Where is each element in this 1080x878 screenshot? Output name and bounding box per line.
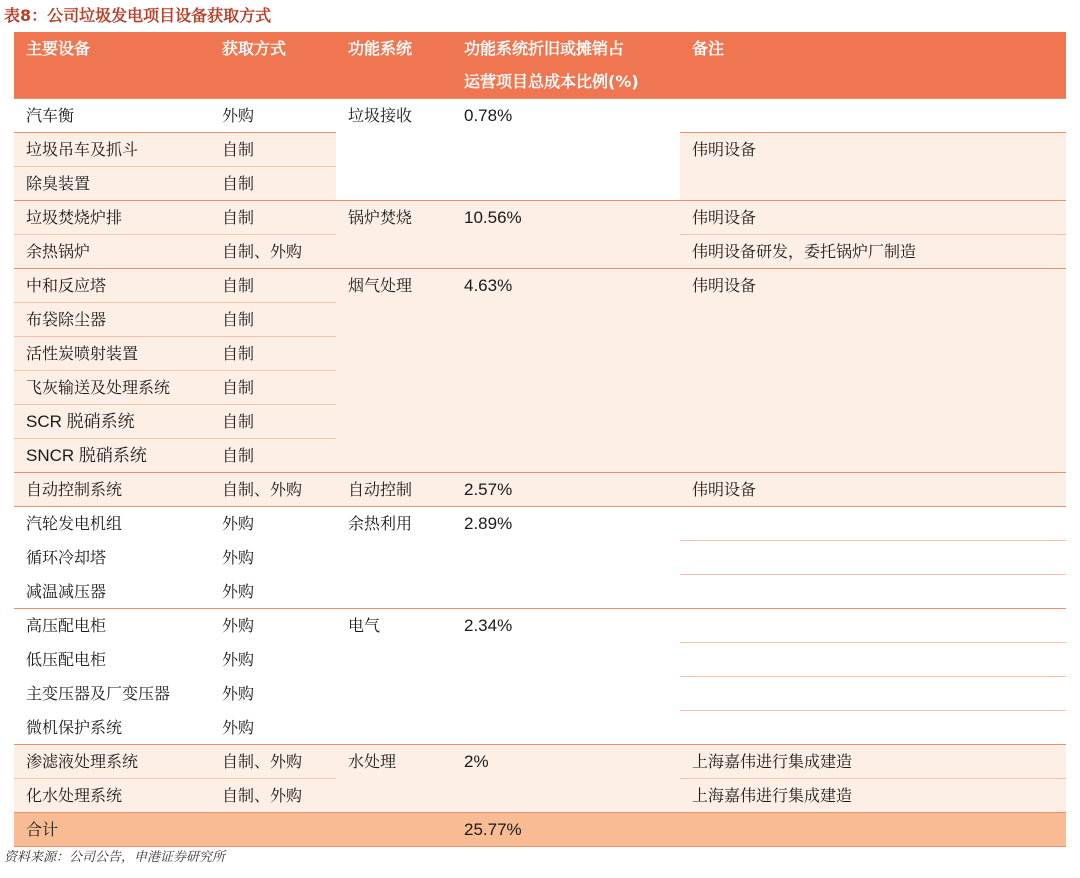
- system-cell: 烟气处理: [336, 269, 452, 473]
- notes-cell: 伟明设备: [680, 201, 1066, 235]
- method-cell: 自制、外购: [210, 745, 336, 779]
- table-row: [14, 609, 1066, 643]
- equipment-cell: 化水处理系统: [14, 779, 210, 813]
- notes-cell: 上海嘉伟进行集成建造: [680, 745, 1066, 779]
- method-cell: 自制: [210, 303, 336, 337]
- system-cell: 余热利用: [336, 507, 452, 609]
- equipment-cell: 活性炭喷射装置: [14, 337, 210, 371]
- equipment-cell: 布袋除尘器: [14, 303, 210, 337]
- notes-cell: [680, 643, 1066, 677]
- header-notes: 备注: [680, 32, 1066, 65]
- equipment-cell: 飞灰输送及处理系统: [14, 371, 210, 405]
- ratio-cell: 2%: [452, 745, 680, 813]
- equipment-cell: 除臭装置: [14, 167, 210, 201]
- method-cell: 外购: [210, 711, 336, 745]
- method-cell: 自制、外购: [210, 235, 336, 269]
- method-cell: 外购: [210, 575, 336, 609]
- equipment-table: [14, 32, 1066, 847]
- notes-cell: [680, 677, 1066, 711]
- notes-cell: 伟明设备: [680, 269, 1066, 473]
- method-cell: 自制: [210, 269, 336, 303]
- equipment-cell: 微机保护系统: [14, 711, 210, 745]
- method-cell: 自制: [210, 167, 336, 201]
- system-cell: 自动控制: [336, 473, 452, 507]
- equipment-cell: 低压配电柜: [14, 643, 210, 677]
- ratio-cell: 2.34%: [452, 609, 680, 745]
- method-cell: 自制: [210, 337, 336, 371]
- header-ratio-line2: 运营项目总成本比例(%): [452, 65, 680, 99]
- method-cell: 外购: [210, 507, 336, 541]
- ratio-cell: 4.63%: [452, 269, 680, 473]
- total-ratio: 25.77%: [452, 813, 680, 847]
- equipment-cell: 汽轮发电机组: [14, 507, 210, 541]
- equipment-cell: SNCR 脱硝系统: [14, 439, 210, 473]
- notes-cell: 伟明设备研发，委托锅炉厂制造: [680, 235, 1066, 269]
- method-cell: 自制: [210, 439, 336, 473]
- equipment-cell: 主变压器及厂变压器: [14, 677, 210, 711]
- equipment-cell: 垃圾吊车及抓斗: [14, 133, 210, 167]
- method-cell: 外购: [210, 643, 336, 677]
- method-cell: 外购: [210, 99, 336, 133]
- notes-cell: [680, 575, 1066, 609]
- equipment-cell: 余热锅炉: [14, 235, 210, 269]
- table-caption: 表8：公司垃圾发电项目设备获取方式: [4, 6, 272, 25]
- notes-cell: [680, 711, 1066, 745]
- equipment-cell: 汽车衡: [14, 99, 210, 133]
- header-equipment: 主要设备: [14, 32, 210, 65]
- notes-cell: [680, 609, 1066, 643]
- equipment-cell: 中和反应塔: [14, 269, 210, 303]
- table-row: [14, 99, 1066, 133]
- system-cell: 垃圾接收: [336, 99, 452, 201]
- method-cell: 自制: [210, 201, 336, 235]
- equipment-cell: 垃圾焚烧炉排: [14, 201, 210, 235]
- table-row: [14, 201, 1066, 235]
- ratio-cell: 0.78%: [452, 99, 680, 201]
- method-cell: 自制: [210, 133, 336, 167]
- notes-cell: [680, 507, 1066, 541]
- equipment-cell: SCR 脱硝系统: [14, 405, 210, 439]
- source-note: 资料来源：公司公告，申港证券研究所: [4, 850, 226, 865]
- total-label: 合计: [14, 813, 210, 847]
- method-cell: 自制: [210, 371, 336, 405]
- table-row: [14, 269, 1066, 303]
- method-cell: 自制、外购: [210, 473, 336, 507]
- ratio-cell: 2.89%: [452, 507, 680, 609]
- notes-cell: 上海嘉伟进行集成建造: [680, 779, 1066, 813]
- method-cell: 外购: [210, 609, 336, 643]
- ratio-cell: 10.56%: [452, 201, 680, 269]
- equipment-cell: 循环冷却塔: [14, 541, 210, 575]
- notes-cell: [680, 541, 1066, 575]
- table-row: [14, 473, 1066, 507]
- table-row: [14, 507, 1066, 541]
- equipment-cell: 自动控制系统: [14, 473, 210, 507]
- total-row: [14, 813, 1066, 847]
- table-header-row-2: [14, 65, 1066, 99]
- header-system: 功能系统: [336, 32, 452, 65]
- method-cell: 外购: [210, 677, 336, 711]
- equipment-cell: 渗滤液处理系统: [14, 745, 210, 779]
- method-cell: 自制、外购: [210, 779, 336, 813]
- table-header-row: [14, 32, 1066, 65]
- equipment-cell: 减温减压器: [14, 575, 210, 609]
- notes-cell: 伟明设备: [680, 473, 1066, 507]
- method-cell: 自制: [210, 405, 336, 439]
- method-cell: 外购: [210, 541, 336, 575]
- system-cell: 水处理: [336, 745, 452, 813]
- system-cell: 锅炉焚烧: [336, 201, 452, 269]
- system-cell: 电气: [336, 609, 452, 745]
- header-ratio-line1: 功能系统折旧或摊销占: [452, 32, 680, 65]
- table-row: [14, 745, 1066, 779]
- notes-cell: 伟明设备: [680, 133, 1066, 201]
- equipment-cell: 高压配电柜: [14, 609, 210, 643]
- ratio-cell: 2.57%: [452, 473, 680, 507]
- notes-cell: [680, 99, 1066, 133]
- header-method: 获取方式: [210, 32, 336, 65]
